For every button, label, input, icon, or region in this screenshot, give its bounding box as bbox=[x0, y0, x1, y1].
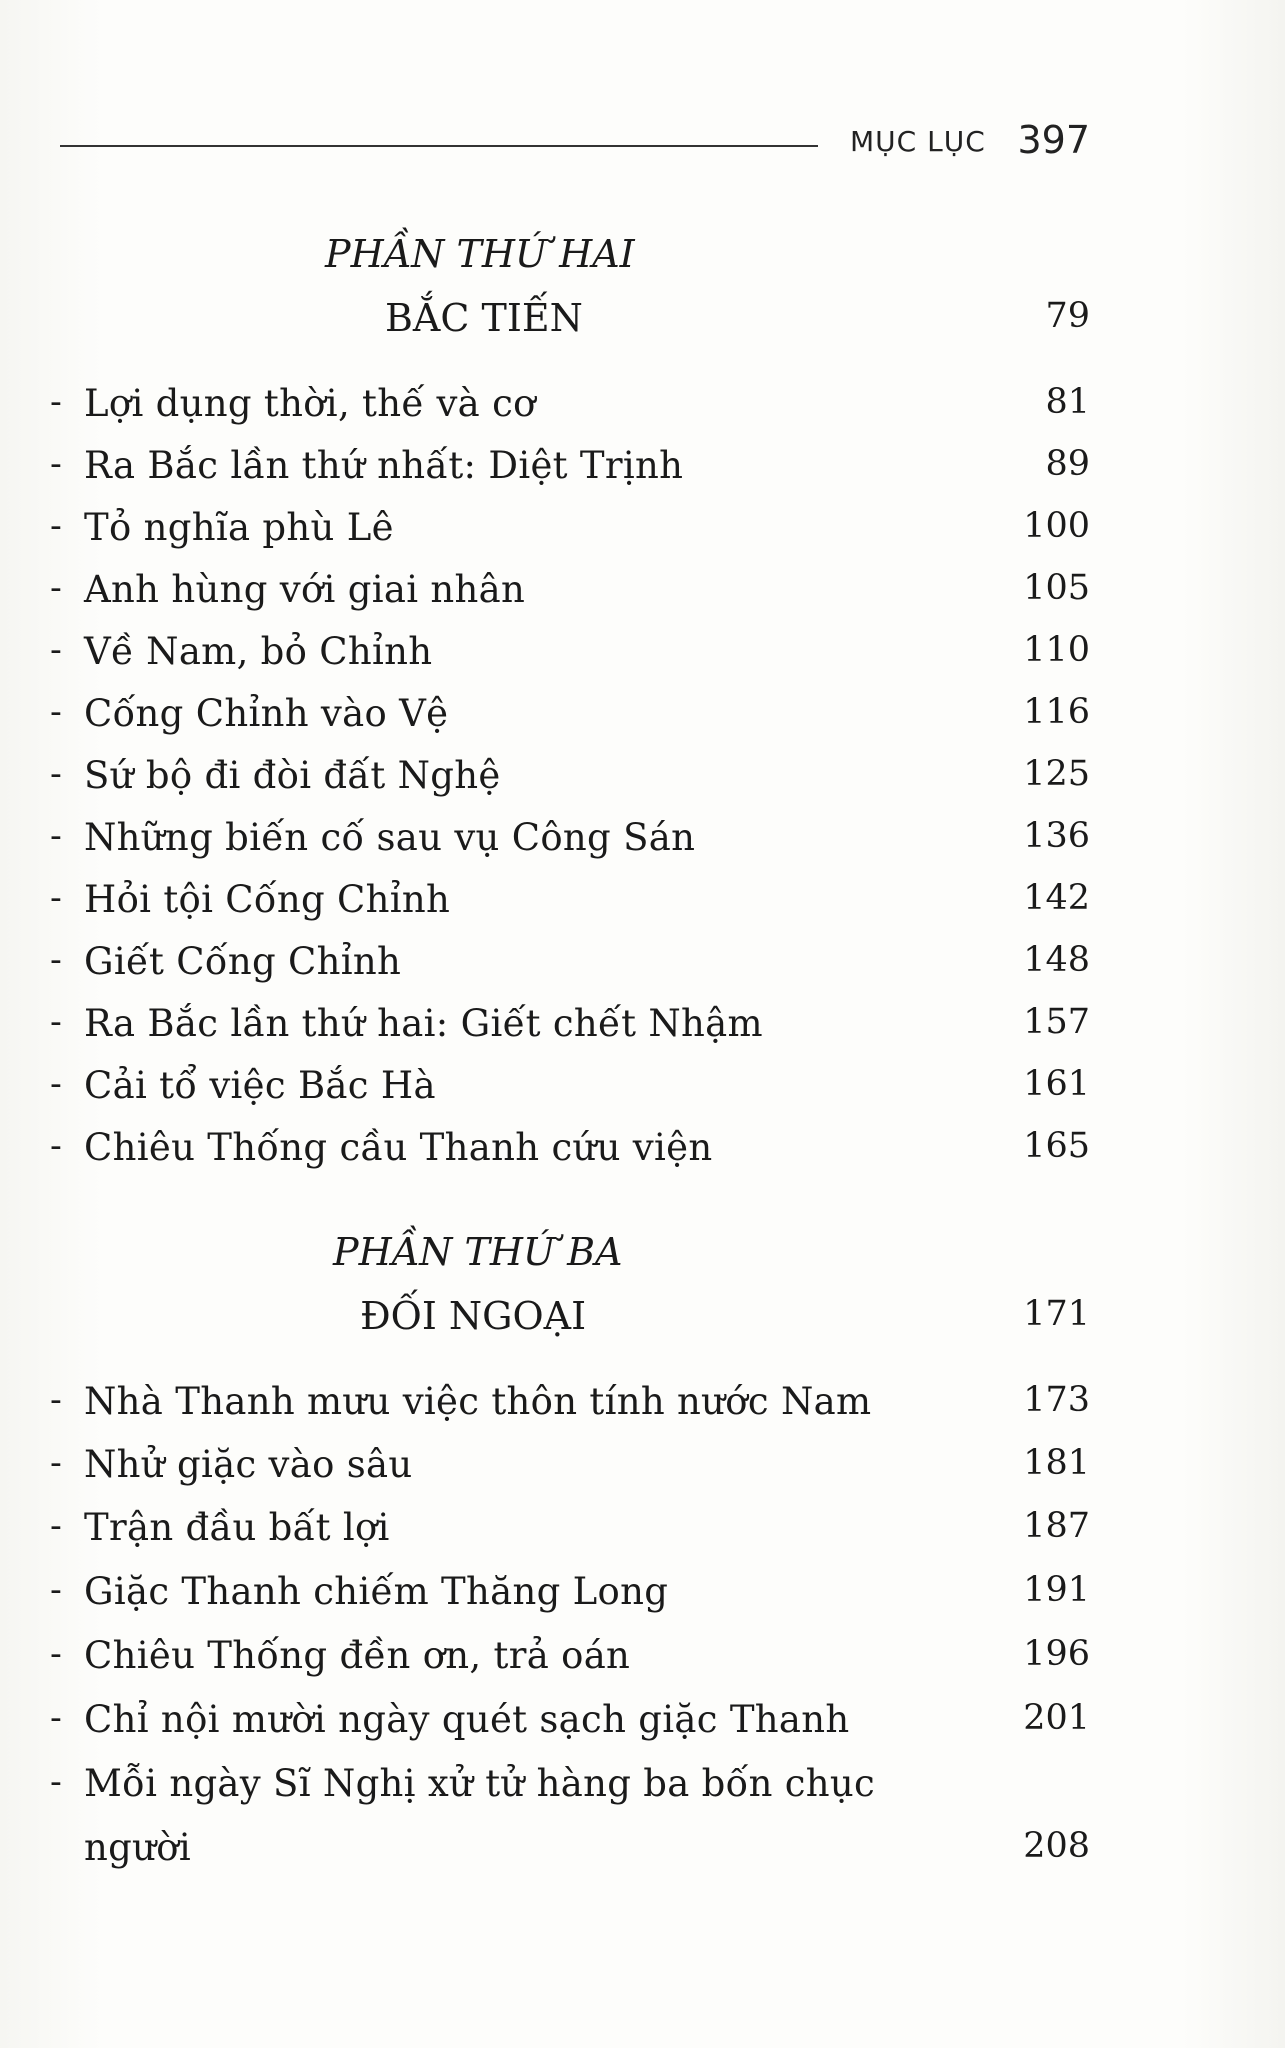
entry-dash: - bbox=[50, 692, 62, 732]
entry-dash: - bbox=[50, 506, 62, 546]
entry-dash: - bbox=[50, 1506, 62, 1546]
toc-entry bbox=[50, 754, 1090, 808]
entry-title: Cống Chỉnh vào Vệ bbox=[84, 692, 449, 735]
header-page-number: 397 bbox=[1017, 118, 1090, 162]
entry-page: 187 bbox=[1023, 1506, 1090, 1546]
entry-dash: - bbox=[50, 940, 62, 980]
entry-title: Nhà Thanh mưu việc thôn tính nước Nam bbox=[84, 1380, 872, 1423]
entry-dash: - bbox=[50, 754, 62, 794]
toc-entry bbox=[50, 1762, 1090, 1816]
header-section-title: MỤC LỤC bbox=[850, 125, 986, 158]
toc-entry bbox=[50, 568, 1090, 622]
entry-page: 142 bbox=[1023, 878, 1090, 918]
entry-title: Những biến cố sau vụ Công Sán bbox=[84, 816, 696, 859]
part-section-page: 79 bbox=[1045, 296, 1090, 336]
entry-dash: - bbox=[50, 878, 62, 918]
entry-title: Nhử giặc vào sâu bbox=[84, 1443, 413, 1486]
toc-entry bbox=[50, 630, 1090, 684]
entry-dash: - bbox=[50, 444, 62, 484]
toc-entry bbox=[50, 1380, 1090, 1434]
toc-entry bbox=[50, 1126, 1090, 1180]
entry-page: 81 bbox=[1045, 382, 1090, 422]
entry-title: Anh hùng với giai nhân bbox=[84, 568, 526, 611]
entry-title: Ra Bắc lần thứ nhất: Diệt Trịnh bbox=[84, 444, 684, 487]
entry-page: 110 bbox=[1023, 630, 1090, 670]
entry-title-continuation: người bbox=[84, 1826, 191, 1869]
entry-dash: - bbox=[50, 382, 62, 422]
entry-title: Chiêu Thống cầu Thanh cứu viện bbox=[84, 1126, 713, 1169]
entry-title: Chỉ nội mười ngày quét sạch giặc Thanh bbox=[84, 1698, 850, 1741]
entry-page: 208 bbox=[1023, 1826, 1090, 1866]
part-label: PHẦN THỨ HAI bbox=[325, 232, 635, 276]
entry-title: Sứ bộ đi đòi đất Nghệ bbox=[84, 754, 501, 797]
entry-title: Lợi dụng thời, thế và cơ bbox=[84, 382, 536, 425]
toc-entry bbox=[50, 816, 1090, 870]
entry-page: 100 bbox=[1023, 506, 1090, 546]
toc-entry bbox=[50, 382, 1090, 436]
entry-title: Mỗi ngày Sĩ Nghị xử tử hàng ba bốn chục bbox=[84, 1762, 876, 1805]
entry-page: 148 bbox=[1023, 940, 1090, 980]
entry-dash: - bbox=[50, 1002, 62, 1042]
running-header bbox=[60, 118, 1090, 168]
entry-page: 181 bbox=[1023, 1443, 1090, 1483]
toc-entry bbox=[50, 940, 1090, 994]
part-section-row bbox=[50, 296, 1090, 350]
toc-entry bbox=[50, 1634, 1090, 1688]
entry-page: 125 bbox=[1023, 754, 1090, 794]
toc-entry bbox=[50, 878, 1090, 932]
part-section-title: ĐỐI NGOẠI bbox=[360, 1294, 587, 1338]
entry-title: Giết Cống Chỉnh bbox=[84, 940, 402, 983]
part-section-row bbox=[50, 1294, 1090, 1348]
part-section-page: 171 bbox=[1023, 1294, 1090, 1334]
part-label: PHẦN THỨ BA bbox=[333, 1230, 623, 1274]
entry-title: Giặc Thanh chiếm Thăng Long bbox=[84, 1570, 669, 1613]
toc-entry bbox=[50, 1443, 1090, 1497]
entry-page: 157 bbox=[1023, 1002, 1090, 1042]
toc-entry bbox=[50, 692, 1090, 746]
toc-entry-continuation bbox=[50, 1826, 1090, 1880]
entry-title: Trận đầu bất lợi bbox=[84, 1506, 390, 1549]
entry-dash: - bbox=[50, 1064, 62, 1104]
entry-page: 116 bbox=[1023, 692, 1090, 732]
entry-page: 201 bbox=[1023, 1698, 1090, 1738]
entry-title: Hỏi tội Cống Chỉnh bbox=[84, 878, 451, 921]
entry-page: 105 bbox=[1023, 568, 1090, 608]
entry-dash: - bbox=[50, 1443, 62, 1483]
entry-dash: - bbox=[50, 1570, 62, 1610]
entry-dash: - bbox=[50, 1762, 62, 1802]
entry-title: Về Nam, bỏ Chỉnh bbox=[84, 630, 433, 673]
toc-entry bbox=[50, 1698, 1090, 1752]
entry-title: Tỏ nghĩa phù Lê bbox=[84, 506, 394, 549]
entry-page: 136 bbox=[1023, 816, 1090, 856]
entry-dash: - bbox=[50, 1380, 62, 1420]
entry-page: 89 bbox=[1045, 444, 1090, 484]
entry-page: 196 bbox=[1023, 1634, 1090, 1674]
entry-title: Chiêu Thống đền ơn, trả oán bbox=[84, 1634, 631, 1677]
entry-page: 191 bbox=[1023, 1570, 1090, 1610]
entry-page: 173 bbox=[1023, 1380, 1090, 1420]
toc-entry bbox=[50, 1570, 1090, 1624]
toc-entry bbox=[50, 1002, 1090, 1056]
toc-entry bbox=[50, 1064, 1090, 1118]
entry-dash: - bbox=[50, 630, 62, 670]
entry-dash: - bbox=[50, 1698, 62, 1738]
toc-entry bbox=[50, 1506, 1090, 1560]
entry-dash: - bbox=[50, 816, 62, 856]
entry-dash: - bbox=[50, 1634, 62, 1674]
part-section-title: BẮC TIẾN bbox=[385, 296, 583, 340]
toc-entry bbox=[50, 506, 1090, 560]
entry-page: 161 bbox=[1023, 1064, 1090, 1104]
entry-page: 165 bbox=[1023, 1126, 1090, 1166]
entry-title: Ra Bắc lần thứ hai: Giết chết Nhậm bbox=[84, 1002, 763, 1045]
toc-entry bbox=[50, 444, 1090, 498]
entry-dash: - bbox=[50, 1126, 62, 1166]
header-rule bbox=[60, 145, 818, 147]
entry-dash: - bbox=[50, 568, 62, 608]
entry-title: Cải tổ việc Bắc Hà bbox=[84, 1064, 436, 1107]
